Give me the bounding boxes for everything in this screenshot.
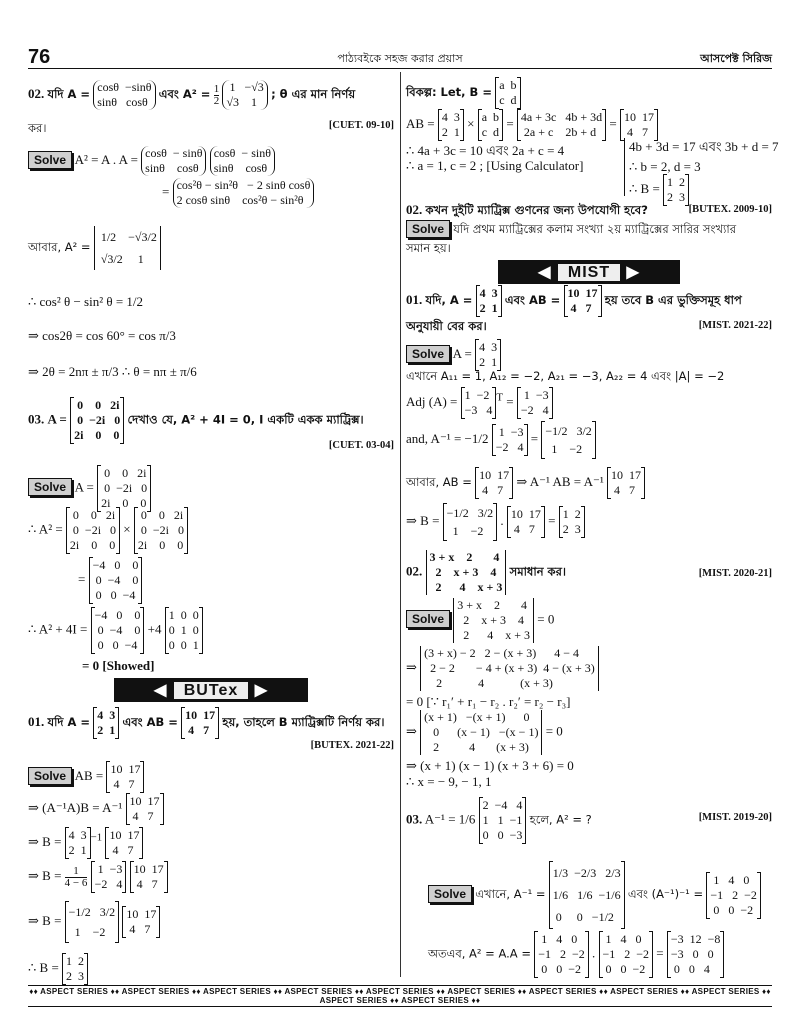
series-name: আসপেক্ট সিরিজ bbox=[700, 52, 772, 65]
question-01-butex: 01. যদি A = 4 3 2 1 এবং AB = 10 17 4 7 হয়, তাহলে B ম্যাট্রিক্সটি নির্ণয় কর। bbox=[28, 708, 385, 737]
page-header bbox=[28, 46, 772, 69]
page-number: 76 bbox=[28, 46, 51, 68]
column-divider bbox=[400, 72, 401, 977]
solve-badge: Solve bbox=[28, 151, 72, 169]
question-03-cuet: 03. A = 0 0 2i 0 −2i 0 2i 0 0 দেখাও যে, A² + 4I = 0, I একটি একক ম্যাট্রিক্স। bbox=[28, 398, 364, 442]
mist-banner: ◀ MIST ▶ bbox=[406, 260, 772, 284]
book-title: পাঠ্যবইকে সহজ করার প্রয়াস bbox=[337, 52, 463, 65]
question-01-mist: 01. যদি, A = 4 3 2 1 এবং AB = 10 17 4 7 হয় তবে B এর ভুক্তিসমূহ ধাপ bbox=[406, 286, 742, 315]
matrix: 1 −√3 √3 1 bbox=[222, 80, 267, 110]
source-ref: [CUET. 09-10] bbox=[328, 120, 394, 131]
question-02-butex: 02. কখন দুইটি ম্যাট্রিক্স গুণনের জন্য উপযোগী হবে? bbox=[406, 202, 648, 217]
question-02-cuet: 02. যদি A = cosθ −sinθ sinθ cosθ এবং A² = $\frac{1}{2}$ 1 −√3 √3 1 ; θ এর মান নির্ণয় bbox=[28, 80, 356, 109]
question-02-mist: 02. 3 + x 2 4 2 x + 3 4 2 4 x + 3 সমাধান কর। bbox=[406, 550, 567, 594]
question-03-mist: 03. A⁻¹ = 1/6 2 −4 4 1 1 −1 0 0 −3 হলে, A² = ? bbox=[406, 798, 592, 842]
butex-banner: ◀ BUTex ▶ bbox=[28, 678, 394, 702]
matrix: cosθ −sinθ sinθ cosθ bbox=[93, 80, 155, 110]
page-footer: ♦♦ ASPECT SERIES ♦♦ ASPECT SERIES ♦♦ ASPECT SERIES ♦♦ ASPECT SERIES ♦♦ ASPECT SERIES ♦♦ ASPECT SERIES ♦♦ ASPECT SERIES ♦♦ ASPECT SERIES ♦♦ ASPECT SERIES ♦♦ ASPECT SERIES ♦♦ ASPECT SERIES ♦♦ bbox=[29, 987, 771, 1005]
